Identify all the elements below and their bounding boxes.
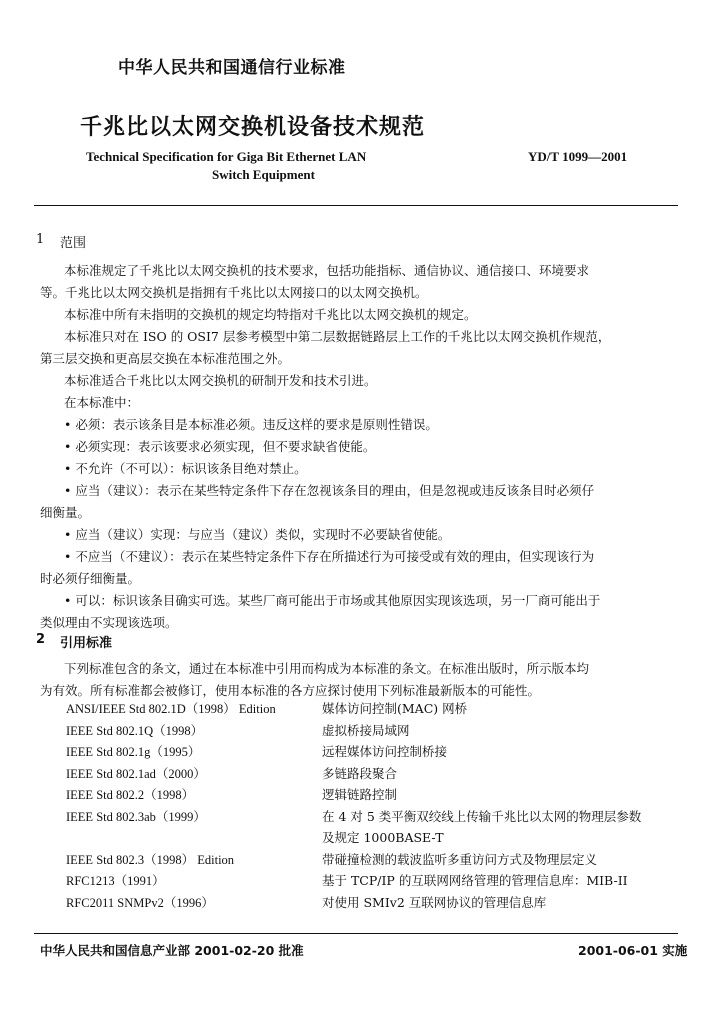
section1-line: 在本标准中： — [64, 395, 140, 410]
issued-by-date: 中华人民共和国信息产业部 2001-02-20 批准 — [40, 943, 304, 958]
reference-description: 基于 TCP/IP 的互联网网络管理的管理信息库：MIB-II — [322, 873, 628, 888]
reference-description: 远程媒体访问控制桥接 — [322, 744, 448, 759]
section1-line: 本标准中所有未指明的交换机的规定均特指对千兆比以太网交换机的规定。 — [64, 307, 477, 322]
section1-line: 本标准只对在 ISO 的 OSI7 层参考模型中第二层数据链路层上工作的千兆比以太网交换机作规范， — [64, 329, 611, 344]
reference-code: IEEE Std 802.2（1998） — [66, 788, 195, 802]
definition-bullet: • 应当（建议）：表示在某些特定条件下存在忽视该条目的理由，但是忽视或违反该条目时必须仔 — [64, 483, 595, 498]
reference-code: IEEE Std 802.3ab（1999） — [66, 809, 206, 824]
definition-bullet: • 不应当（不建议）：表示在某些特定条件下存在所描述行为可接受或有效的理由，但实现该行为 — [64, 549, 595, 564]
section2-line: 下列标准包含的条文，通过在本标准中引用而构成为本标准的条文。在标准出版时，所示版本均 — [64, 661, 590, 676]
section1-heading: 范围 — [60, 236, 87, 251]
definition-bullet: • 必须实现：表示该要求必须实现，但不要求缺省使能。 — [64, 439, 376, 454]
section2-heading: 引用标准 — [60, 636, 113, 651]
definition-bullet-continued: 类似理由不实现该选项。 — [40, 615, 178, 630]
section1-line: 本标准规定了千兆比以太网交换机的技术要求，包括功能指标、通信协议、通信接口、环境要求 — [64, 263, 590, 278]
reference-description: 及规定 1000BASE-T — [322, 830, 444, 845]
definition-bullet: • 不允许（不可以）：标识该条目绝对禁止。 — [64, 461, 307, 476]
section2-number: 2 — [36, 632, 46, 647]
definition-bullet: • 应当（建议）实现：与应当（建议）类似，实现时不必要缺省使能。 — [64, 527, 451, 542]
reference-row — [66, 871, 686, 893]
document-title-english-line1: Technical Specification for Giga Bit Ethernet LAN — [86, 149, 367, 164]
reference-code: ANSI/IEEE Std 802.1D（1998） Edition — [66, 702, 276, 716]
reference-description: 对使用 SMIv2 互联网协议的管理信息库 — [322, 894, 547, 910]
header-divider — [34, 205, 678, 206]
reference-row — [66, 807, 686, 829]
reference-row — [66, 699, 686, 721]
reference-row — [66, 850, 686, 872]
industry-standard-label: 中华人民共和国通信行业标准 — [118, 58, 346, 78]
section2-line: 为有效。所有标准都会被修订，使用本标准的各方应探讨使用下列标准最新版本的可能性。 — [40, 683, 541, 698]
reference-description: 逻辑链路控制 — [322, 787, 398, 802]
reference-code: RFC2011 SNMPv2（1996） — [66, 895, 214, 910]
reference-description: 在 4 对 5 类平衡双绞线上传输千兆比以太网的物理层参数 — [322, 808, 642, 824]
definition-bullet-continued: 时必须仔细衡量。 — [40, 571, 141, 586]
section1-line: 本标准适合千兆比以太网交换机的研制开发和技术引进。 — [64, 373, 377, 388]
section1-line: 等。千兆比以太网交换机是指拥有千兆比以太网接口的以太网交换机。 — [40, 285, 428, 300]
reference-row — [66, 785, 686, 807]
reference-description: 带碰撞检测的载波监听多重访问方式及物理层定义 — [322, 851, 598, 867]
definition-bullet-continued: 细衡量。 — [40, 505, 91, 520]
reference-code: RFC1213（1991） — [66, 874, 165, 888]
reference-list — [66, 699, 686, 914]
reference-row — [66, 764, 686, 786]
document-title-chinese: 千兆比以太网交换机设备技术规范 — [80, 115, 426, 140]
reference-description: 虚拟桥接局域网 — [322, 722, 410, 738]
reference-code: IEEE Std 802.1g（1995） — [66, 745, 201, 759]
definition-bullet: • 可以：标识该条目确实可选。某些厂商可能出于市场或其他原因实现该选项，另一厂商可能出于 — [64, 593, 601, 608]
reference-row — [66, 721, 686, 743]
standard-number: YD/T 1099—2001 — [528, 149, 628, 164]
section1-number: 1 — [36, 232, 45, 247]
reference-description: 媒体访问控制(MAC) 网桥 — [322, 701, 468, 716]
footer-divider — [34, 933, 678, 934]
reference-code: IEEE Std 802.3（1998） Edition — [66, 852, 235, 867]
reference-row — [66, 742, 686, 764]
implementation-date: 2001-06-01 实施 — [578, 943, 688, 958]
section1-line: 第三层交换和更高层交换在本标准范围之外。 — [40, 351, 291, 366]
document-title-english-line2: Switch Equipment — [212, 167, 315, 182]
reference-code: IEEE Std 802.1Q（1998） — [66, 723, 204, 738]
reference-row — [66, 828, 686, 850]
reference-code: IEEE Std 802.1ad（2000） — [66, 766, 206, 781]
definition-bullet: • 必须：表示该条目是本标准必须。违反这样的要求是原则性错误。 — [64, 417, 438, 432]
reference-row — [66, 893, 686, 915]
reference-description: 多链路段聚合 — [322, 765, 398, 781]
